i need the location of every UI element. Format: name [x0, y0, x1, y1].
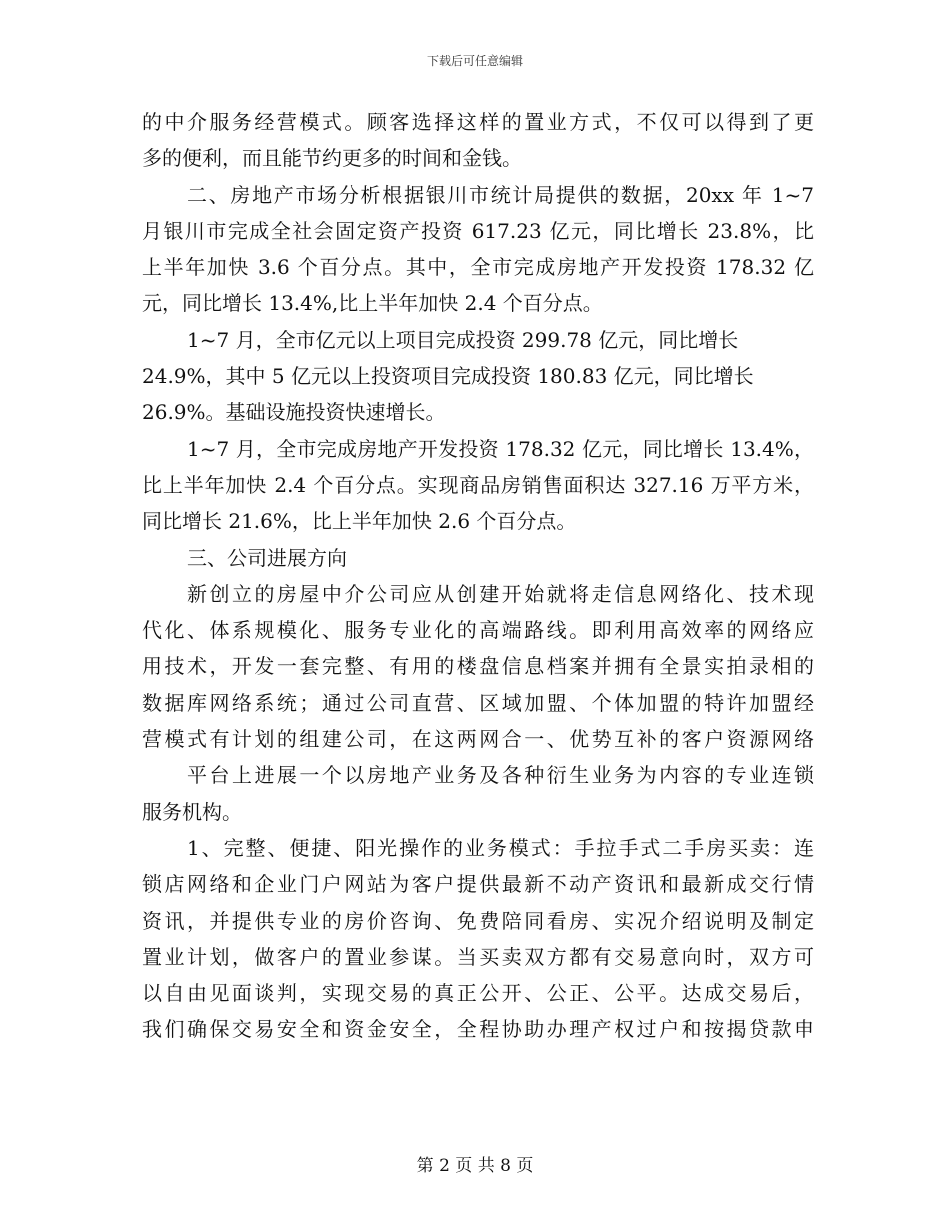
text-line: 上半年加快 3.6 个百分点。其中，全市完成房地产开发投资 178.32 亿	[142, 255, 814, 280]
text-line: 置业计划，做客户的置业参谋。当买卖双方都有交易意向时，双方可	[142, 944, 814, 969]
body-text	[142, 104, 814, 1048]
text-line: 1~7 月，全市亿元以上项目完成投资 299.78 亿元，同比增长	[187, 327, 739, 352]
text-line: 多的便利，而且能节约更多的时间和金钱。	[142, 146, 522, 171]
text-line: 新创立的房屋中介公司应从创建开始就将走信息网络化、技术现	[187, 581, 814, 606]
text-line: 二、房地产市场分析根据银川市统计局提供的数据，20xx 年 1~7	[187, 182, 814, 207]
page-header: 下载后可任意编辑	[426, 54, 523, 68]
text-line: 营模式有计划的组建公司，在这两网合一、优势互补的客户资源网络	[142, 727, 814, 752]
text-line: 1、完整、便捷、阳光操作的业务模式：手拉手式二手房买卖：连	[187, 835, 814, 860]
text-line: 用技术，开发一套完整、有用的楼盘信息档案并拥有全景实拍录相的	[142, 654, 814, 679]
text-line: 元，同比增长 13.4%,比上半年加快 2.4 个百分点。	[142, 291, 603, 316]
text-line: 比上半年加快 2.4 个百分点。实现商品房销售面积达 327.16 万平方米，	[142, 472, 814, 497]
text-line: 数据库网络系统；通过公司直营、区域加盟、个体加盟的特许加盟经	[142, 690, 814, 715]
text-line: 资讯，并提供专业的房价咨询、免费陪同看房、实况介绍说明及制定	[142, 908, 814, 933]
text-line: 锁店网络和企业门户网站为客户提供最新不动产资讯和最新成交行情	[142, 872, 814, 897]
text-line: 24.9%，其中 5 亿元以上投资项目完成投资 180.83 亿元，同比增长	[142, 364, 754, 389]
page-footer: 第 2 页 共 8 页	[416, 1156, 534, 1176]
text-line: 26.9%。基础设施投资快速增长。	[142, 400, 446, 425]
text-line: 1~7 月，全市完成房地产开发投资 178.32 亿元，同比增长 13.4%，	[187, 436, 814, 461]
text-line: 的中介服务经营模式。顾客选择这样的置业方式，不仅可以得到了更	[142, 110, 814, 134]
text-line: 同比增长 21.6%，比上半年加快 2.6 个百分点。	[142, 509, 577, 534]
text-line: 代化、体系规模化、服务专业化的高端路线。即利用高效率的网络应	[142, 618, 814, 643]
text-line: 服务机构。	[142, 799, 242, 824]
text-line: 三、公司进展方向	[187, 545, 347, 570]
text-line: 以自由见面谈判，实现交易的真正公开、公正、公平。达成交易后，	[142, 981, 814, 1006]
text-line: 我们确保交易安全和资金安全，全程协助办理产权过户和按揭贷款申	[142, 1017, 814, 1042]
text-line: 平台上进展一个以房地产业务及各种衍生业务为内容的专业连锁	[187, 763, 814, 788]
text-line: 月银川市完成全社会固定资产投资 617.23 亿元，同比增长 23.8%，比	[142, 218, 814, 243]
